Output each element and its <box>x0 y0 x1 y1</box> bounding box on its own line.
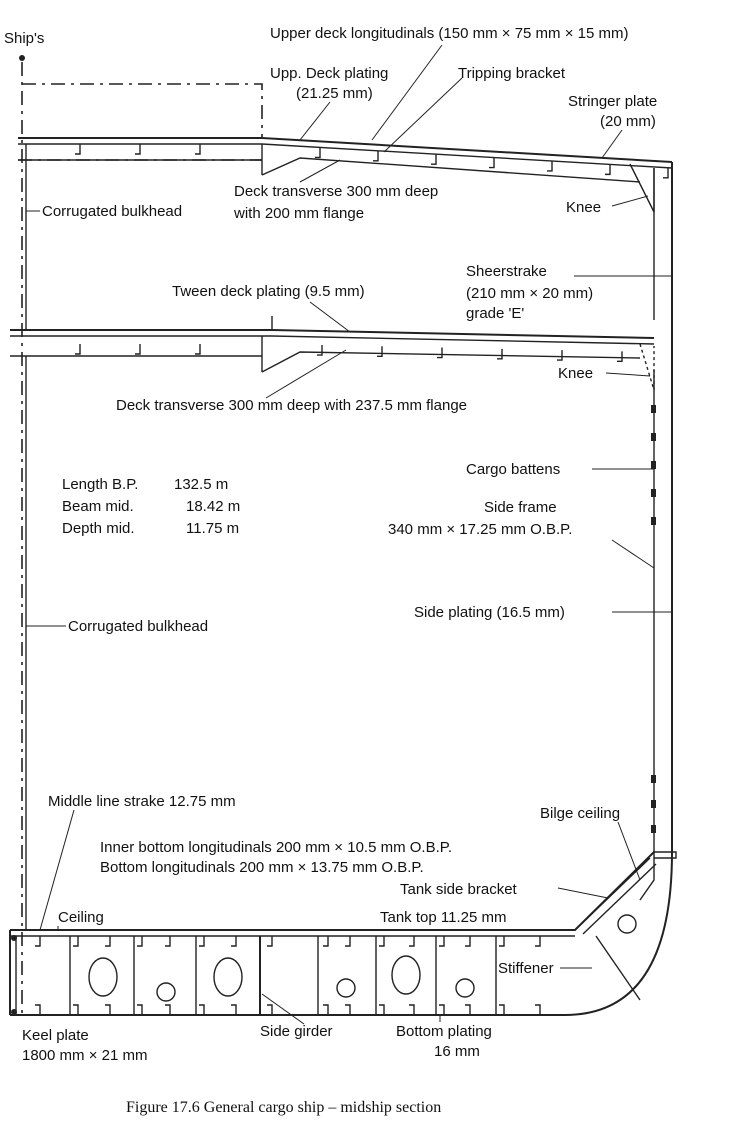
label-stringer-plate-1: Stringer plate <box>568 93 658 110</box>
bottom-longitudinal-6 <box>231 1005 236 1015</box>
upper-deck-plating <box>18 138 672 162</box>
label-side-frame-1: Side frame <box>484 499 557 516</box>
label-ceiling: Ceiling <box>58 909 104 926</box>
leader-stringer-plate <box>602 130 622 158</box>
particulars-beam-value: 18.42 m <box>186 498 241 515</box>
inner-bottom-longitudinal-14 <box>499 936 504 946</box>
lightening-hole-5 <box>392 956 420 994</box>
labels <box>4 25 657 1116</box>
upper-deck-transverse <box>18 144 640 182</box>
leader-knee-upper <box>612 196 648 206</box>
inner-bottom-longitudinal-12 <box>439 936 444 946</box>
bottom-longitudinal-12 <box>439 1005 444 1015</box>
leader-bilge-ceiling <box>618 822 640 880</box>
upper-deck-longitudinal-s1 <box>373 151 378 161</box>
inner-bottom-longitudinal-5 <box>199 936 204 946</box>
inner-bottom-longitudinal-11 <box>409 936 414 946</box>
inner-bottom-longitudinal-1 <box>73 936 78 946</box>
tween-deck-longitudinal-s2 <box>437 348 442 358</box>
inner-bottom-longitudinal-10 <box>379 936 384 946</box>
inner-bottom-longitudinal-0 <box>35 936 40 946</box>
label-stringer-plate-2: (20 mm) <box>600 113 656 130</box>
upper-deck-longitudinal-s0 <box>315 147 320 157</box>
particulars-length-value: 132.5 m <box>174 476 229 493</box>
keel-mark-bottom <box>11 1009 17 1015</box>
label-bilge-ceiling: Bilge ceiling <box>540 805 621 822</box>
label-keel-plate-1: Keel plate <box>22 1027 89 1044</box>
bottom-longitudinal-13 <box>465 1005 470 1015</box>
tween-deck-longitudinal-2 <box>195 344 200 354</box>
label-inner-bottom-longitudinals: Inner bottom longitudinals 200 mm × 10.5 mm O.B.P. <box>100 839 452 856</box>
label-tank-top: Tank top 11.25 mm <box>380 909 507 926</box>
upper-deck-longitudinal-0 <box>75 144 80 154</box>
bottom-shell <box>10 852 672 1015</box>
tween-deck-longitudinal-0 <box>75 344 80 354</box>
label-ships-cl: Ship's <box>4 30 45 47</box>
leader-deck-transverse-upper <box>300 160 340 182</box>
label-deck-transverse-lower: Deck transverse 300 mm deep with 237.5 mm flange <box>116 397 467 414</box>
leader-upper-deck-longitudinals <box>372 45 442 140</box>
leader-tween-deck-plating <box>310 302 350 332</box>
label-sheerstrake-3: grade 'E' <box>466 305 525 322</box>
upper-deck-longitudinal-s6 <box>663 168 668 178</box>
label-corrugated-bulkhead-top: Corrugated bulkhead <box>42 203 183 220</box>
particulars-depth-value: 11.75 m <box>186 520 240 537</box>
leader-tank-side-bracket <box>558 888 608 898</box>
hatch-outline <box>22 84 262 138</box>
upper-deck-longitudinal-s5 <box>605 164 610 174</box>
label-side-frame-2: 340 mm × 17.25 mm O.B.P. <box>388 521 573 538</box>
label-upp-deck-plating-2: (21.25 mm) <box>296 85 373 102</box>
leader-deck-transverse-lower <box>266 350 346 398</box>
leader-upp-deck-plating <box>300 102 330 140</box>
inner-bottom-longitudinal-2 <box>105 936 110 946</box>
lightening-hole-2 <box>157 983 175 1001</box>
inner-bottom-longitudinal-8 <box>323 936 328 946</box>
lightening-hole-4 <box>337 979 355 997</box>
leader-side-girder <box>262 994 304 1024</box>
keel-mark-top <box>11 935 17 941</box>
leader-side-frame <box>612 540 654 568</box>
inner-bottom-longitudinal-15 <box>535 936 540 946</box>
label-stiffener: Stiffener <box>498 960 554 977</box>
figure-caption: Figure 17.6 General cargo ship – midship section <box>126 1099 442 1116</box>
label-keel-plate-2: 1800 mm × 21 mm <box>22 1047 148 1064</box>
bottom-longitudinal-5 <box>199 1005 204 1015</box>
label-upp-deck-plating-1: Upp. Deck plating <box>270 65 389 82</box>
lower-knee <box>640 344 654 390</box>
label-bottom-plating-2: 16 mm <box>434 1043 480 1060</box>
tween-deck-plating-inner <box>10 336 654 344</box>
label-middle-line-strake: Middle line strake 12.75 mm <box>48 793 236 810</box>
tween-deck-longitudinal-1 <box>135 344 140 354</box>
bracket-hole <box>618 915 636 933</box>
upper-deck-longitudinal-1 <box>135 144 140 154</box>
particulars-beam-name: Beam mid. <box>62 498 134 515</box>
label-bottom-longitudinals: Bottom longitudinals 200 mm × 13.75 mm O.B.P. <box>100 859 424 876</box>
tween-deck-longitudinal-s3 <box>497 349 502 359</box>
lightening-hole-3 <box>214 958 242 996</box>
bottom-longitudinal-3 <box>137 1005 142 1015</box>
inner-bottom-longitudinal-6 <box>231 936 236 946</box>
bottom-longitudinal-9 <box>345 1005 350 1015</box>
bottom-longitudinal-15 <box>535 1005 540 1015</box>
bottom-longitudinal-14 <box>499 1005 504 1015</box>
bottom-longitudinal-0 <box>35 1005 40 1015</box>
tween-deck-longitudinal-s4 <box>557 350 562 360</box>
label-sheerstrake-1: Sheerstrake <box>466 263 547 280</box>
label-tank-side-bracket: Tank side bracket <box>400 881 517 898</box>
tween-deck-longitudinal-s5 <box>617 351 622 361</box>
longitudinal-ticks <box>35 144 668 1015</box>
lightening-hole-1 <box>89 958 117 996</box>
label-deck-transverse-upper-1: Deck transverse 300 mm deep <box>234 183 439 200</box>
inner-bottom-longitudinal-9 <box>345 936 350 946</box>
leader-tripping-bracket <box>384 78 462 152</box>
label-side-girder: Side girder <box>260 1023 333 1040</box>
bottom-longitudinal-10 <box>379 1005 384 1015</box>
upper-deck-longitudinal-s2 <box>431 154 436 164</box>
bottom-longitudinal-11 <box>409 1005 414 1015</box>
upper-knee <box>630 164 654 212</box>
label-tween-deck-plating: Tween deck plating (9.5 mm) <box>172 283 365 300</box>
upper-deck-longitudinal-2 <box>195 144 200 154</box>
tween-deck-longitudinal-s1 <box>377 346 382 356</box>
inner-bottom-longitudinal-3 <box>137 936 142 946</box>
inner-bottom-longitudinal-4 <box>165 936 170 946</box>
label-bottom-plating-1: Bottom plating <box>396 1023 492 1040</box>
label-knee-upper: Knee <box>566 199 602 216</box>
upper-deck-longitudinal-s3 <box>489 158 494 168</box>
label-corrugated-bulkhead-mid: Corrugated bulkhead <box>68 618 209 635</box>
label-knee-lower: Knee <box>558 365 594 382</box>
label-tripping-bracket: Tripping bracket <box>458 65 565 82</box>
particulars-depth-name: Depth mid. <box>62 520 135 537</box>
bilge-ceiling-plank <box>575 858 656 934</box>
centerline-mark <box>19 55 25 61</box>
label-cargo-battens: Cargo battens <box>466 461 561 478</box>
label-sheerstrake-2: (210 mm × 20 mm) <box>466 285 594 302</box>
lightening-hole-6 <box>456 979 474 997</box>
bottom-longitudinal-4 <box>165 1005 170 1015</box>
label-side-plating: Side plating (16.5 mm) <box>414 604 565 621</box>
inner-bottom-longitudinal-7 <box>267 936 272 946</box>
label-upper-deck-longitudinals: Upper deck longitudinals (150 mm × 75 mm × 15 mm) <box>270 25 629 42</box>
particulars-length-name: Length B.P. <box>62 476 139 493</box>
tween-deck-longitudinal-s0 <box>317 345 322 355</box>
label-deck-transverse-upper-2: with 200 mm flange <box>234 205 365 222</box>
leader-knee-lower <box>606 373 650 376</box>
upper-deck-longitudinal-s4 <box>547 161 552 171</box>
inner-bottom-longitudinal-13 <box>465 936 470 946</box>
bottom-longitudinal-2 <box>105 1005 110 1015</box>
bottom-longitudinal-7 <box>267 1005 272 1015</box>
bottom-longitudinal-8 <box>323 1005 328 1015</box>
bottom-longitudinal-1 <box>73 1005 78 1015</box>
